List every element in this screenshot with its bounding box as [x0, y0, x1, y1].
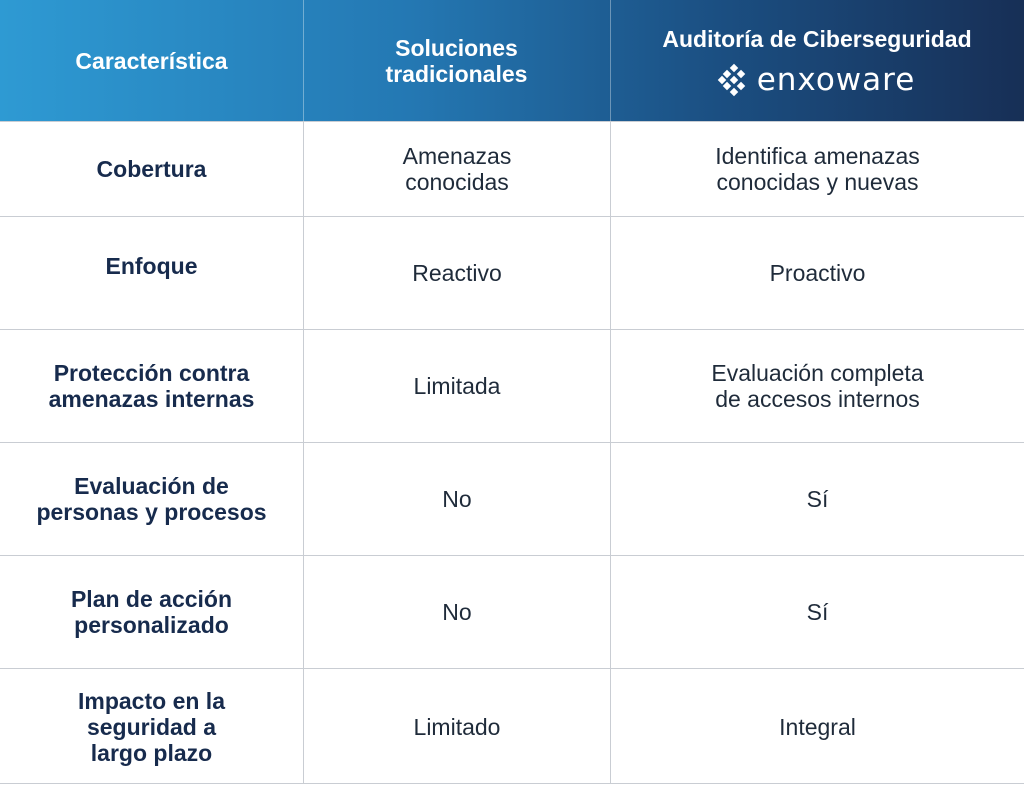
header-feature [0, 0, 303, 121]
enxoware-cell [610, 556, 1024, 668]
traditional-cell [303, 669, 610, 784]
enxoware-cell [610, 669, 1024, 784]
feature-cell [0, 669, 303, 784]
feature-label: Plan de acción personalizado [70, 586, 233, 638]
traditional-value: No [442, 599, 472, 625]
enxoware-cell [610, 443, 1024, 555]
enxoware-logo-icon [719, 65, 749, 95]
feature-label: Enfoque [105, 253, 198, 279]
feature-cell [0, 122, 303, 216]
enxoware-cell [610, 217, 1024, 329]
table-row [0, 121, 1024, 216]
feature-label: Impacto en la seguridad a largo plazo [78, 687, 225, 766]
enxoware-value: Identifica amenazas conocidas y nuevas [715, 143, 920, 195]
header-enxoware-label: Auditoría de Ciberseguridad [662, 25, 972, 52]
enxoware-logo [719, 61, 916, 98]
feature-label: Protección contra amenazas internas [48, 360, 255, 412]
table-header [0, 0, 1024, 121]
table-row [0, 216, 1024, 329]
feature-cell [0, 443, 303, 555]
feature-cell [0, 556, 303, 668]
feature-label: Cobertura [96, 156, 207, 182]
feature-cell [0, 330, 303, 442]
table-bottom-border [0, 783, 1024, 784]
traditional-cell [303, 122, 610, 216]
traditional-cell [303, 556, 610, 668]
enxoware-value: Integral [779, 713, 856, 740]
feature-label: Evaluación de personas y procesos [36, 473, 267, 525]
table-row [0, 329, 1024, 442]
traditional-cell [303, 330, 610, 442]
enxoware-value: Evaluación completa de accesos internos [711, 360, 924, 412]
traditional-value: Amenazas conocidas [402, 143, 512, 195]
traditional-value: No [442, 486, 472, 512]
enxoware-cell [610, 330, 1024, 442]
traditional-value: Limitada [413, 373, 501, 399]
enxoware-value: Sí [806, 599, 829, 625]
traditional-cell [303, 443, 610, 555]
header-feature-label: Característica [75, 47, 228, 74]
header-traditional [303, 0, 610, 121]
feature-cell [0, 217, 303, 329]
table-row [0, 442, 1024, 555]
header-traditional-label: Soluciones tradicionales [385, 34, 528, 87]
enxoware-value: Sí [806, 486, 829, 512]
traditional-value: Limitado [413, 713, 501, 740]
table-row [0, 668, 1024, 784]
table-row [0, 555, 1024, 668]
enxoware-logo-text: enxoware [756, 61, 916, 98]
enxoware-value: Proactivo [769, 260, 866, 286]
header-enxoware [610, 0, 1024, 121]
enxoware-cell [610, 122, 1024, 216]
traditional-cell [303, 217, 610, 329]
traditional-value: Reactivo [412, 260, 502, 286]
